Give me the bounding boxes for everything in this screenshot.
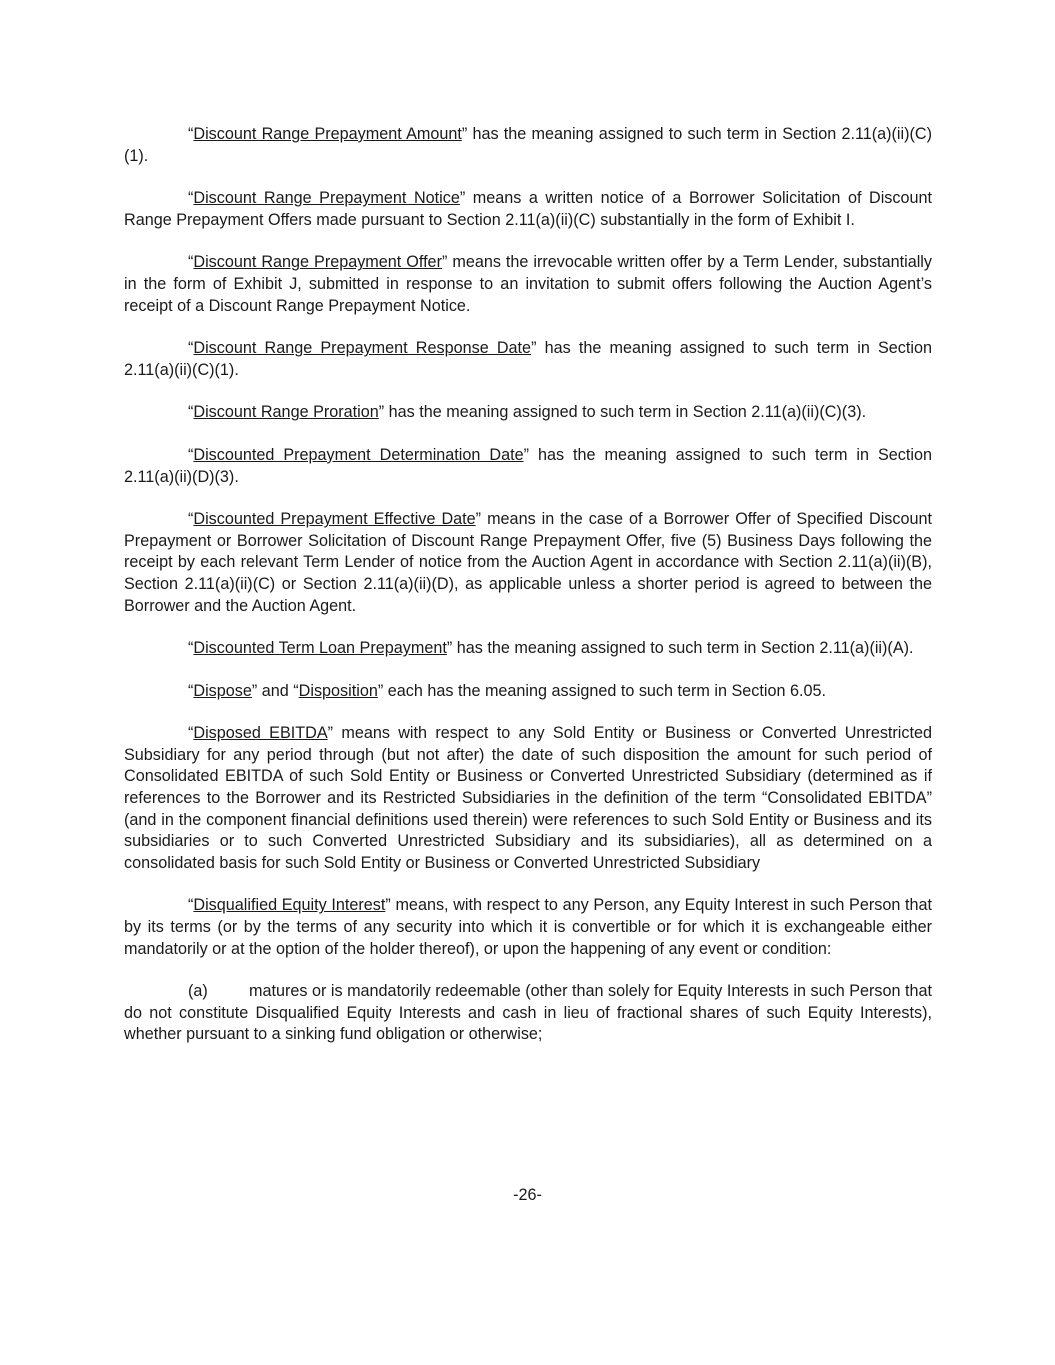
defined-term: Discount Range Prepayment Response Date [193, 339, 532, 358]
defined-term: Disposition [298, 681, 378, 700]
definition-paragraph: “Discount Range Proration” has the meaning assigned to such term in Section 2.11(a)(ii)(C)(3). [188, 403, 867, 422]
definition-text: means, with respect to any Person, any Equity Interest in such Person that by its terms (or by the terms of any security into which it is convertible or for which it is exchangeable either mandatorily or at the option of the holder thereof), or upon the happening of any event or condition: [124, 896, 932, 958]
definition-text: means the irrevocable written offer by a Term Lender, substantially in the form of Exhibit J, submitted in response to an invitation to submit offers following the Auction Agent’s receipt of a Discount Range Prepayment Notice. [124, 253, 932, 315]
defined-term: Dispose [193, 681, 252, 700]
definition-text: has the meaning assigned to such term in Section 2.11(a)(ii)(C)(1). [124, 125, 932, 165]
defined-term: Discounted Prepayment Effective Date [193, 510, 476, 529]
definition-text: has the meaning assigned to such term in Section 2.11(a)(ii)(C)(1). [124, 339, 933, 379]
definition-paragraph-disqualified: “Disqualified Equity Interest” means, with respect to any Person, any Equity Interest in such Person that by its terms (or by the terms of any security into which it is convertible or for which it is exchangeable either mandatorily or at the option of the holder thereof), or upon the happening of any event or condition: [124, 896, 932, 958]
defined-term: Discounted Prepayment Determination Date [193, 445, 524, 464]
definition-paragraph: “Discount Range Prepayment Amount” has the meaning assigned to such term in Section 2.11(a)(ii)(C)(1). [124, 125, 932, 165]
clause-label: (a) [188, 982, 208, 1001]
connector-text: and [257, 681, 294, 700]
definition-paragraph: “Discount Range Prepayment Notice” means a written notice of a Borrower Solicitation of Discount Range Prepayment Offers made pursuant to Section 2.11(a)(ii)(C) substantially in the form of Exhibit I. [124, 189, 932, 229]
definition-paragraph: “Discount Range Prepayment Offer” means the irrevocable written offer by a Term Lender, substantially in the form of Exhibit J, submitted in response to an invitation to submit offers following the Auction Agent’s receipt of a Discount Range Prepayment Notice. [124, 253, 932, 315]
defined-term: Discount Range Prepayment Amount [193, 125, 462, 143]
defined-term: Disposed EBITDA [193, 724, 328, 743]
clause-a-paragraph [124, 981, 932, 1046]
page-number: -26- [513, 1186, 542, 1204]
definition-paragraph: “Discounted Prepayment Effective Date” means in the case of a Borrower Offer of Specified Discount Prepayment or Borrower Solicitation of Discount Range Prepayment Offer, five (5) Business Days following the receipt by each relevant Term Lender of notice from the Auction Agent in accordance with Section 2.11(a)(ii)(B), Section 2.11(a)(ii)(C) or Section 2.11(a)(ii)(D), as applicable unless a shorter period is agreed to between the Borrower and the Auction Agent. [124, 510, 933, 615]
defined-term: Discounted Term Loan Prepayment [193, 639, 447, 658]
definition-text: has the meaning assigned to such term in Section 2.11(a)(ii)(C)(3). [384, 403, 867, 422]
definition-text: each has the meaning assigned to such term in Section 6.05. [383, 681, 826, 700]
definition-text: has the meaning assigned to such term in Section 2.11(a)(ii)(A). [452, 639, 914, 658]
definition-paragraph: “Discounted Prepayment Determination Date” has the meaning assigned to such term in Section 2.11(a)(ii)(D)(3). [124, 445, 932, 486]
definition-text: means with respect to any Sold Entity or Business or Converted Unrestricted Subsidiary for any period through (but not after) the date of such disposition the amount for such period of Consolidated EBITDA of such Sold Entity or Business or Converted Unrestricted Subsidiary (determined as if references to the Borrower and its Restricted Subsidiaries in the definition of the term “Consolidated EBITDA” (and in the component financial definitions used therein) were references to such Sold Entity or Business and its subsidiaries or to such Converted Unrestricted Subsidiary and its subsidiaries), all as determined on a consolidated basis for such Sold Entity or Business or Converted Unrestricted Subsidiary [124, 724, 933, 872]
defined-term: Discount Range Prepayment Notice [193, 189, 460, 208]
defined-term: Discount Range Proration [193, 403, 379, 422]
clause-text: matures or is mandatorily redeemable (other than solely for Equity Interests in such Person that do not constitute Disqualified Equity Interests and cash in lieu of fractional shares of such Equity Interests), whether pursuant to a sinking fund obligation or otherwise; [124, 982, 932, 1044]
definition-paragraph: “Discount Range Prepayment Response Date” has the meaning assigned to such term in Section 2.11(a)(ii)(C)(1). [124, 339, 933, 379]
document-body [124, 124, 932, 1067]
defined-term: Disqualified Equity Interest [193, 896, 386, 915]
definition-text: means a written notice of a Borrower Solicitation of Discount Range Prepayment Offers made pursuant to Section 2.11(a)(ii)(C) substantially in the form of Exhibit I. [124, 189, 932, 229]
definition-paragraph-dispose: “Dispose” and “Disposition” each has the meaning assigned to such term in Section 6.05. [188, 681, 826, 700]
definition-paragraph-disposed-ebitda: “Disposed EBITDA” means with respect to any Sold Entity or Business or Converted Unrestricted Subsidiary for any period through (but not after) the date of such disposition the amount for such period of Consolidated EBITDA of such Sold Entity or Business or Converted Unrestricted Subsidiary (determined as if references to the Borrower and its Restricted Subsidiaries in the definition of the term “Consolidated EBITDA” (and in the component financial definitions used therein) were references to such Sold Entity or Business and its subsidiaries or to such Converted Unrestricted Subsidiary and its subsidiaries), all as determined on a consolidated basis for such Sold Entity or Business or Converted Unrestricted Subsidiary [124, 724, 933, 872]
definition-text: has the meaning assigned to such term in Section 2.11(a)(ii)(D)(3). [124, 445, 932, 486]
definition-text: means in the case of a Borrower Offer of Specified Discount Prepayment or Borrower Solicitation of Discount Range Prepayment Offer, five (5) Business Days following the receipt by each relevant Term Lender of notice from the Auction Agent in accordance with Section 2.11(a)(ii)(B), Section 2.11(a)(ii)(C) or Section 2.11(a)(ii)(D), as applicable unless a shorter period is agreed to between the Borrower and the Auction Agent. [124, 510, 933, 615]
defined-term: Discount Range Prepayment Offer [193, 253, 442, 272]
definition-paragraph: “Discounted Term Loan Prepayment” has the meaning assigned to such term in Section 2.11(a)(ii)(A). [188, 639, 914, 658]
